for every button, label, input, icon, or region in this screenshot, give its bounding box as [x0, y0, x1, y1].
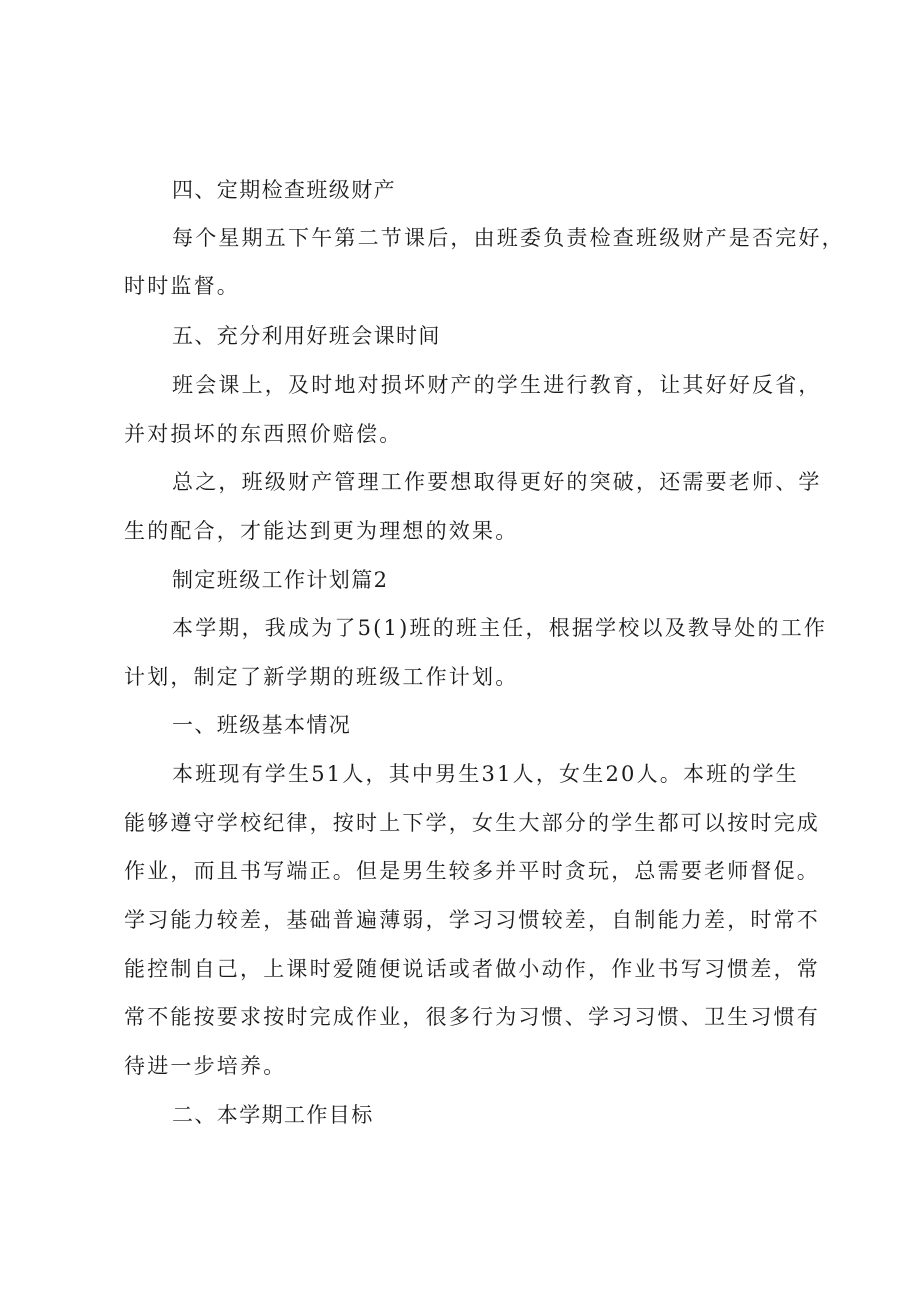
paragraph-line: 能够遵守学校纪律，按时上下学，女生大部分的学生都可以按时完成: [124, 811, 820, 835]
paragraph-line: 生的配合，才能达到更为理想的效果。: [124, 519, 519, 543]
paragraph-line: 每个星期五下午第二节课后，由班委负责检查班级财产是否完好，: [172, 226, 845, 250]
paragraph-line: 待进一步培养。: [124, 1054, 287, 1078]
section-heading-2: 二、本学期工作目标: [172, 1103, 374, 1127]
paragraph-line: 本班现有学生51人，其中男生31人，女生20人。本班的学生: [172, 762, 799, 786]
paragraph-line: 作业，而且书写端正。但是男生较多并平时贪玩，总需要老师督促。: [124, 859, 820, 883]
paragraph-line: 并对损坏的东西照价赔偿。: [124, 422, 403, 446]
section-heading-4: 四、定期检查班级财产: [172, 178, 396, 202]
paragraph-line: 常不能按要求按时完成作业，很多行为习惯、学习习惯、卫生习惯有: [124, 1005, 820, 1029]
paragraph-line: 班会课上，及时地对损坏财产的学生进行教育，让其好好反省，: [172, 373, 822, 397]
paragraph-line: 学习能力较差，基础普遍薄弱，学习习惯较差，自制能力差，时常不: [124, 908, 820, 932]
paragraph-line: 总之，班级财产管理工作要想取得更好的突破，还需要老师、学: [172, 470, 822, 494]
paragraph-line: 本学期，我成为了5(1)班的班主任，根据学校以及教导处的工作: [172, 616, 828, 640]
section-heading-5: 五、充分利用好班会课时间: [172, 324, 441, 348]
paragraph-line: 计划，制定了新学期的班级工作计划。: [124, 665, 519, 689]
paragraph-line: 能控制自己，上课时爱随便说话或者做小动作，作业书写习惯差，常: [124, 957, 820, 981]
section-heading-1: 一、班级基本情况: [172, 713, 352, 737]
paragraph-line: 时时监督。: [124, 274, 240, 298]
article-title: 制定班级工作计划篇2: [172, 568, 389, 592]
